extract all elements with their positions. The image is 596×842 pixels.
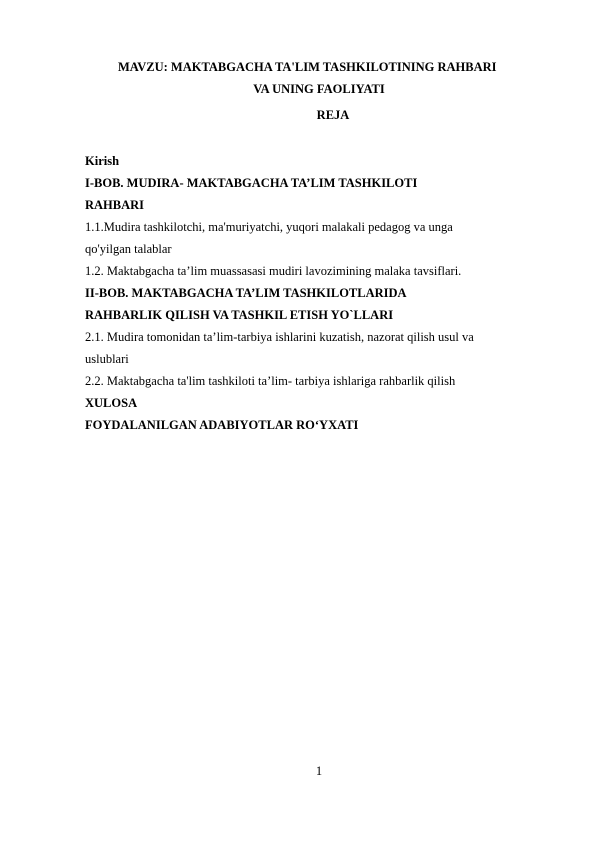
document-title-line-2: VA UNING FAOLIYATI	[253, 82, 385, 96]
toc-line: I-BOB. MUDIRA- MAKTABGACHA TA’LIM TASHKILOTI	[85, 176, 418, 190]
toc-line: 1.2. Maktabgacha ta’lim muassasasi mudiri lavozimining malaka tavsiflari.	[85, 264, 462, 278]
toc-line: XULOSA	[85, 396, 138, 410]
toc-line: RAHBARI	[85, 198, 145, 212]
toc-line: 2.1. Mudira tomonidan ta’lim-tarbiya ishlarini kuzatish, nazorat qilish usul va	[85, 330, 474, 344]
toc-line: 1.1.Mudira tashkilotchi, ma'muriyatchi, yuqori malakali pedagog va unga	[85, 220, 453, 234]
toc-line: FOYDALANILGAN ADABIYOTLAR RO‘YXATI	[85, 418, 359, 432]
toc-line: II-BOB. MAKTABGACHA TA’LIM TASHKILOTLARIDA	[85, 286, 407, 300]
plan-heading: REJA	[316, 108, 350, 122]
toc-line: 2.2. Maktabgacha ta'lim tashkiloti ta’lim- tarbiya ishlariga rahbarlik qilish	[85, 374, 456, 388]
toc-line: uslublari	[85, 352, 129, 366]
toc-line: RAHBARLIK QILISH VA TASHKIL ETISH YO`LLARI	[85, 308, 394, 322]
table-of-contents	[85, 150, 545, 436]
page-number: 1	[315, 764, 323, 778]
toc-line: qo'yilgan talablar	[85, 242, 172, 256]
document-title-line-1: MAVZU: MAKTABGACHA TA'LIM TASHKILOTINING RAHBARI	[118, 60, 497, 74]
toc-line: Kirish	[85, 154, 120, 168]
